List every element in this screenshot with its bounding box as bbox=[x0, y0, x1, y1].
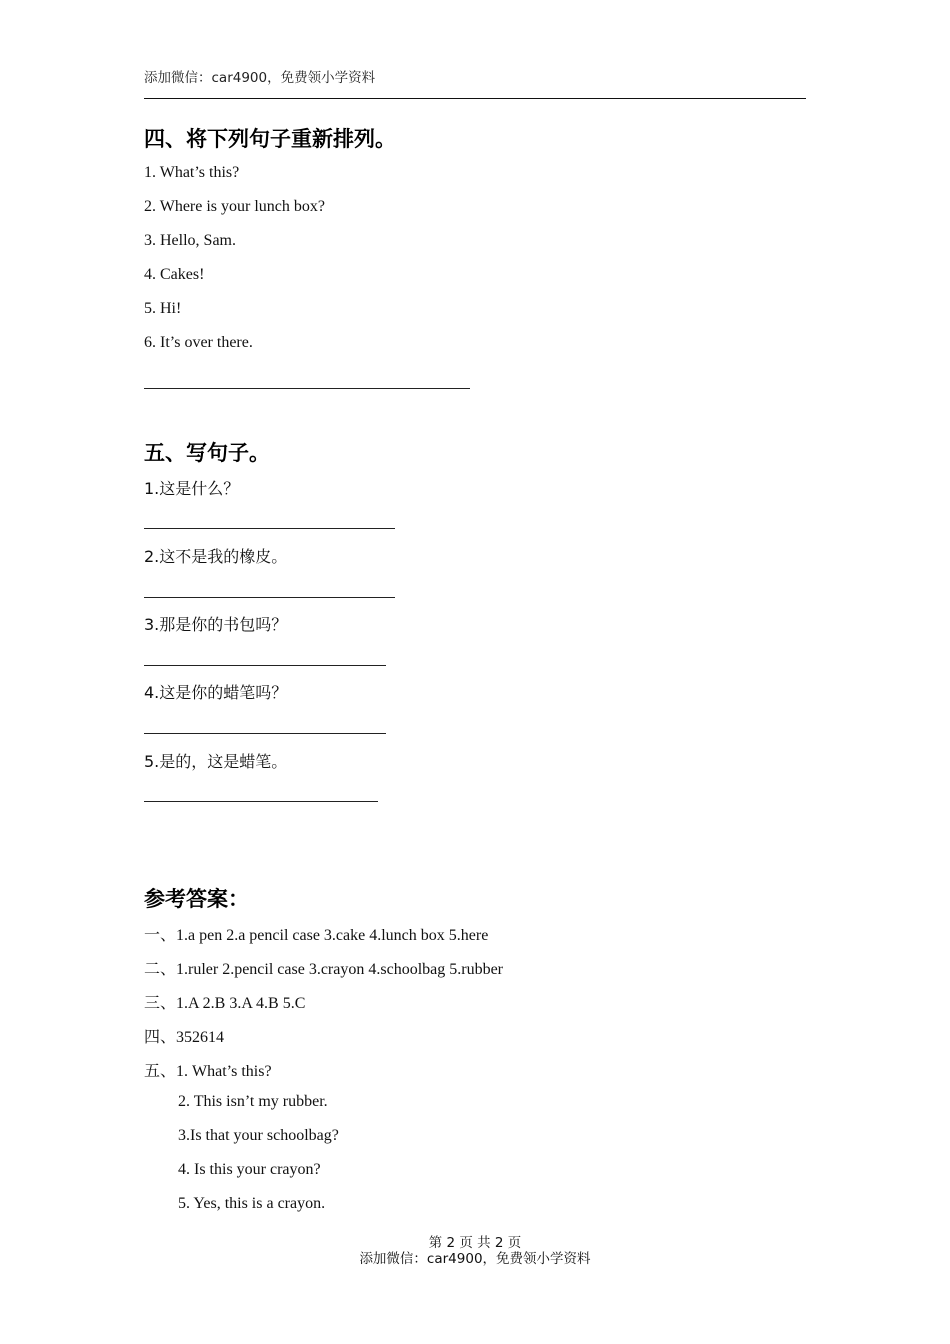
section4-title: 四、将下列句子重新排列。 bbox=[144, 127, 396, 151]
section5-item: 5.是的，这是蜡笔。 bbox=[144, 752, 288, 771]
answer-sub-line: 5. Yes, this is a crayon. bbox=[178, 1195, 326, 1212]
page-number: 第 2 页 共 2 页 bbox=[428, 1235, 522, 1251]
answer-blank-line bbox=[144, 733, 386, 734]
page-header: 添加微信：car4900，免费领小学资料 bbox=[144, 70, 376, 86]
section4-item: 5. Hi! bbox=[144, 300, 182, 317]
section4-item: 4. Cakes! bbox=[144, 266, 205, 283]
section5-title: 五、写句子。 bbox=[144, 441, 270, 465]
answer-blank-line bbox=[144, 665, 386, 666]
answer-line: 五、1. What’s this? bbox=[144, 1063, 272, 1080]
section4-item: 2. Where is your lunch box? bbox=[144, 198, 325, 215]
section5-item: 3.那是你的书包吗？ bbox=[144, 615, 288, 634]
answer-blank-line bbox=[144, 528, 395, 529]
page-footer: 添加微信：car4900，免费领小学资料 bbox=[359, 1251, 591, 1267]
answer-blank-line bbox=[144, 388, 470, 389]
answer-blank-line bbox=[144, 597, 395, 598]
section5-item: 1.这是什么？ bbox=[144, 479, 240, 498]
section5-item: 2.这不是我的橡皮。 bbox=[144, 547, 288, 566]
answer-line: 一、1.a pen 2.a pencil case 3.cake 4.lunch box 5.here bbox=[144, 927, 489, 944]
answer-sub-line: 3.Is that your schoolbag? bbox=[178, 1127, 339, 1144]
answers-title: 参考答案： bbox=[144, 887, 249, 911]
answer-line: 四、352614 bbox=[144, 1029, 225, 1046]
section4-item: 6. It’s over there. bbox=[144, 334, 253, 351]
header-rule bbox=[144, 98, 806, 99]
answer-line: 三、1.A 2.B 3.A 4.B 5.C bbox=[144, 995, 306, 1012]
answer-blank-line bbox=[144, 801, 378, 802]
section4-item: 3. Hello, Sam. bbox=[144, 232, 236, 249]
answer-sub-line: 2. This isn’t my rubber. bbox=[178, 1093, 328, 1110]
section4-item: 1. What’s this? bbox=[144, 164, 240, 181]
answer-line: 二、1.ruler 2.pencil case 3.crayon 4.schoolbag 5.rubber bbox=[144, 961, 503, 978]
section5-item: 4.这是你的蜡笔吗？ bbox=[144, 683, 288, 702]
answer-sub-line: 4. Is this your crayon? bbox=[178, 1161, 321, 1178]
